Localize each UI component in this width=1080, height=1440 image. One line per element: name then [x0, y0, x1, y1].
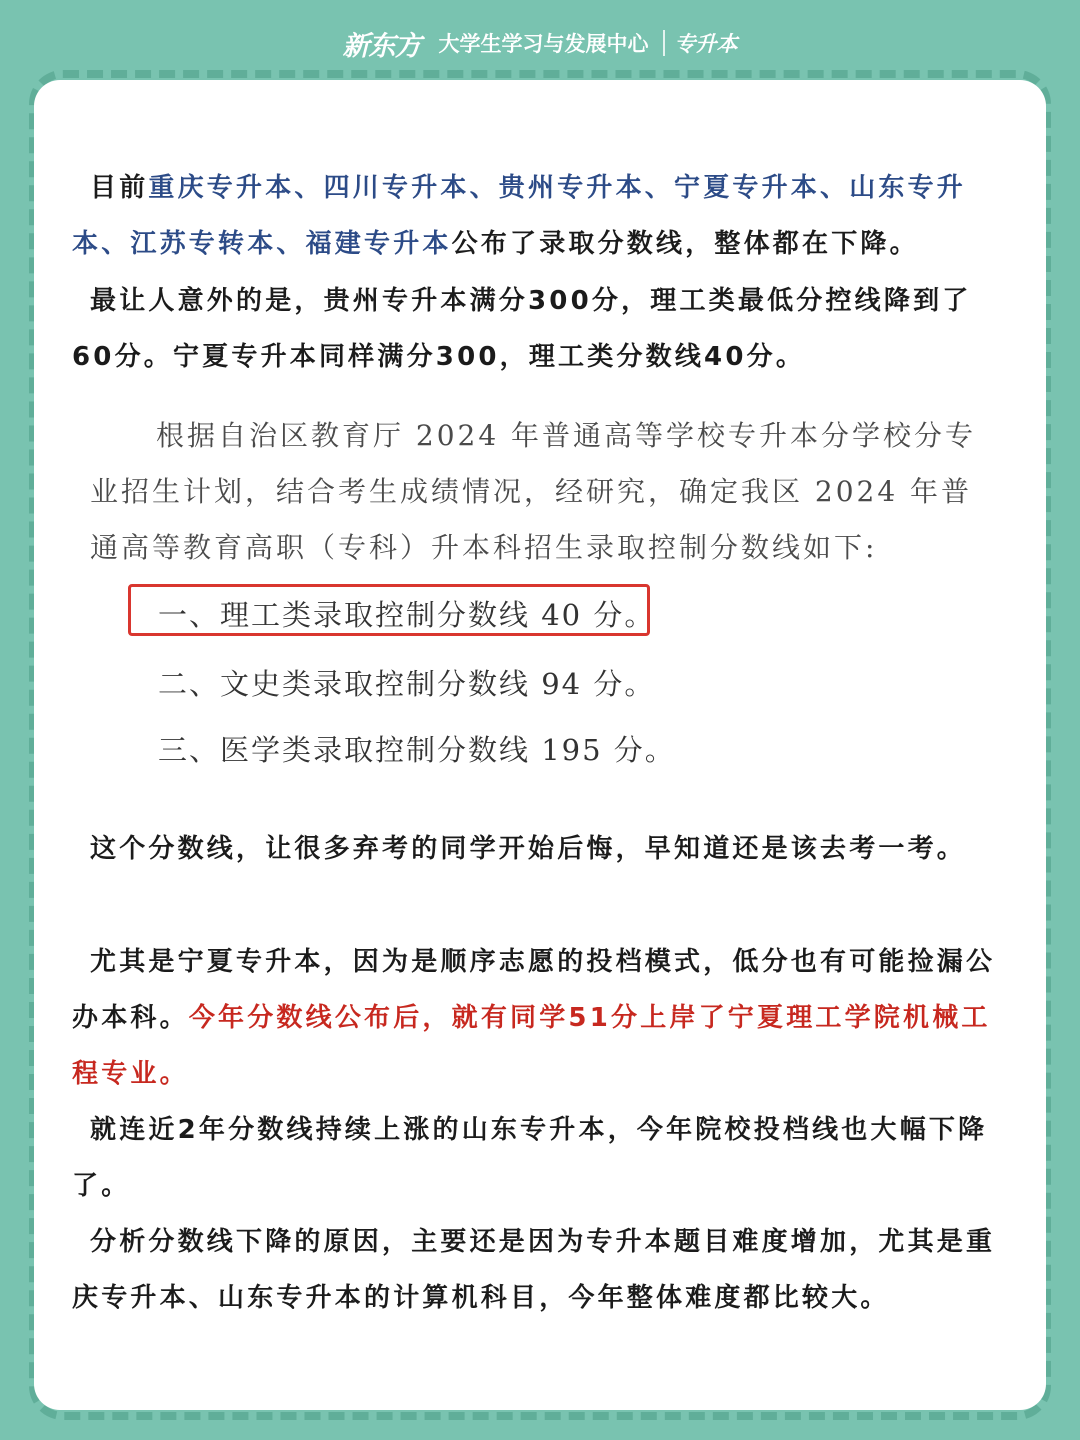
ningxia-text: 尤其是宁夏专升本，因为是顺序志愿的投档模式，低分也有可能捡漏公办本科。 [72, 947, 996, 1033]
intro-lead: 目前 [90, 173, 149, 203]
brand-divider [663, 30, 665, 56]
document-excerpt [90, 400, 1010, 780]
paragraph-intro [72, 160, 1012, 272]
regret-text: 这个分数线，让很多弃考的同学开始后悔，早知道还是该去考一考。 [90, 834, 967, 864]
analysis-text: 分析分数线下降的原因，主要还是因为专升本题目难度增加，尤其是重庆专升本、山东专升本的计算机科目，今年整体难度都比较大。 [72, 1227, 996, 1313]
shandong-text: 就连近2年分数线持续上涨的山东专升本，今年院校投档线也大幅下降了。 [72, 1115, 988, 1201]
document-item-science: 一、理工类录取控制分数线 40 分。 [158, 598, 656, 632]
intro-tail: 公布了录取分数线，整体都在下降。 [451, 229, 919, 259]
document-item-arts: 二、文史类录取控制分数线 94 分。 [158, 667, 656, 701]
paragraph-analysis [72, 1214, 1012, 1326]
paragraph-regret [72, 821, 1012, 877]
document-intro-text: 根据自治区教育厅 2024 年普通高等学校专升本分学校分专业招生计划，结合考生成绩情况，经研究，确定我区 2024 年普通高等教育高职（专科）升本科招生录取控制分数线如下: [90, 419, 977, 564]
ningxia-highlight: 今年分数线公布后，就有同学51分上岸了宁夏理工学院机械工程专业。 [72, 1003, 991, 1089]
province-list: 重庆专升本、四川专升本、贵州专升本、宁夏专升本、山东专升本、江苏专转本、福建专升本 [72, 173, 967, 259]
paragraph-shandong [72, 1102, 1012, 1214]
paragraph-surprise [72, 273, 1012, 385]
surprise-text: 最让人意外的是，贵州专升本满分300分，理工类最低分控线降到了60分。宁夏专升本同样满分300，理工类分数线40分。 [72, 286, 972, 372]
brand-tag: 专升本 [674, 32, 738, 56]
paragraph-ningxia [72, 934, 1012, 1102]
brand-logo: 新东方 [342, 30, 421, 62]
document-item-medicine: 三、医学类录取控制分数线 195 分。 [158, 733, 676, 767]
document-intro [90, 408, 990, 576]
brand-subtitle: 大学生学习与发展中心 [438, 32, 649, 56]
